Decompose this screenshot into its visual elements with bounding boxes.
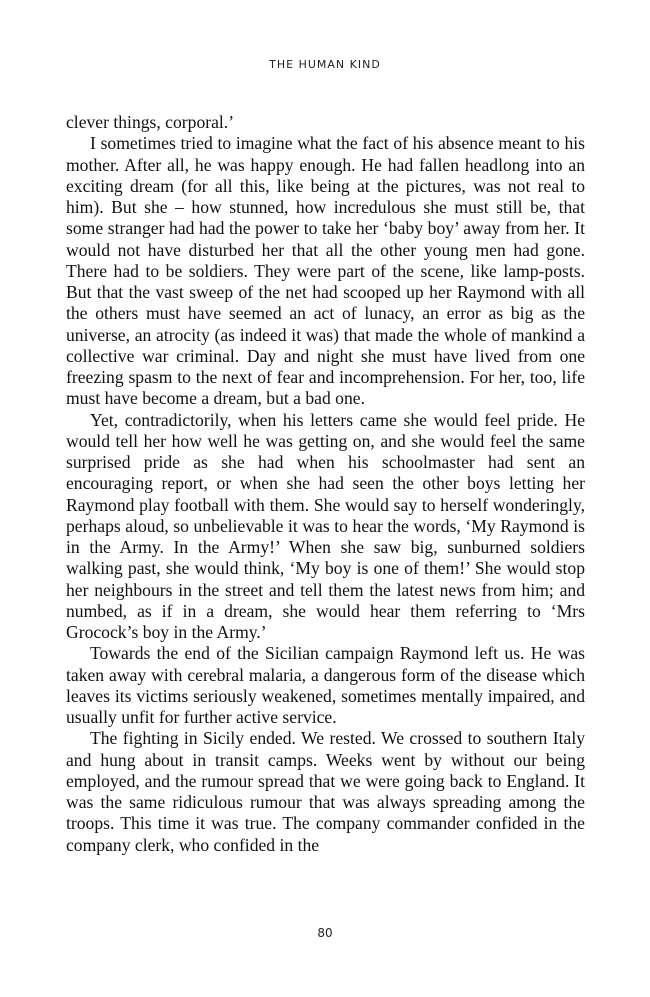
paragraph-fighting-ended: The fighting in Sicily ended. We rested. We crossed to southern Italy and hung about in transit camps. Weeks went by without our being employed, and the rumour spread that we were going back to England. It was the same ridiculous rumour that was always spreading among the troops. This time it was true. The company commander confided in the company clerk, who confided in the [66, 728, 585, 855]
body-text [66, 112, 585, 856]
paragraph-sicilian-campaign: Towards the end of the Sicilian campaign Raymond left us. He was taken away with cerebral malaria, a dangerous form of the disease which leaves its victims seriously weakened, sometimes mentally impaired, and usually unfit for further active service. [66, 643, 585, 727]
paragraph-continued: clever things, corporal.’ [66, 112, 235, 132]
paragraph-pride: Yet, contradictorily, when his letters came she would feel pride. He would tell her how well he was getting on, and she would feel the same surprised pride as she had when his schoolmaster had sent an encouraging report, or when she had seen the other boys letting her Raymond play football with them. She would say to herself wonderingly, perhaps aloud, so unbelievable it was to hear the words, ‘My Raymond is in the Army. In the Army!’ When she saw big, sunburned soldiers walking past, she would think, ‘My boy is one of them!’ She would stop her neighbours in the street and tell them the latest news from him; and numbed, as if in a dream, she would hear them referring to ‘Mrs Grocock’s boy in the Army.’ [66, 409, 585, 642]
paragraph-mother-absence: I sometimes tried to imagine what the fact of his absence meant to his mother. After all, he was happy enough. He had fallen headlong into an exciting dream (for all this, like being at the pictures, was not real to him). But she – how stunned, how incredulous she must still be, that some stranger had had the power to take her ‘baby boy’ away from her. It would not have disturbed her that all the other young men had gone. There had to be soldiers. They were part of the scene, like lamp-posts. But that the vast sweep of the net had scooped up her Raymond with all the others must have seemed an act of lunacy, an error as big as the universe, an atrocity (as indeed it was) that made the whole of mankind a collective war criminal. Day and night she must have lived from one freezing spasm to the next of fear and incomprehension. For her, too, life must have become a dream, but a bad one. [66, 133, 585, 409]
page-number: 80 [317, 926, 333, 940]
running-head: THE HUMAN KIND [269, 58, 381, 71]
